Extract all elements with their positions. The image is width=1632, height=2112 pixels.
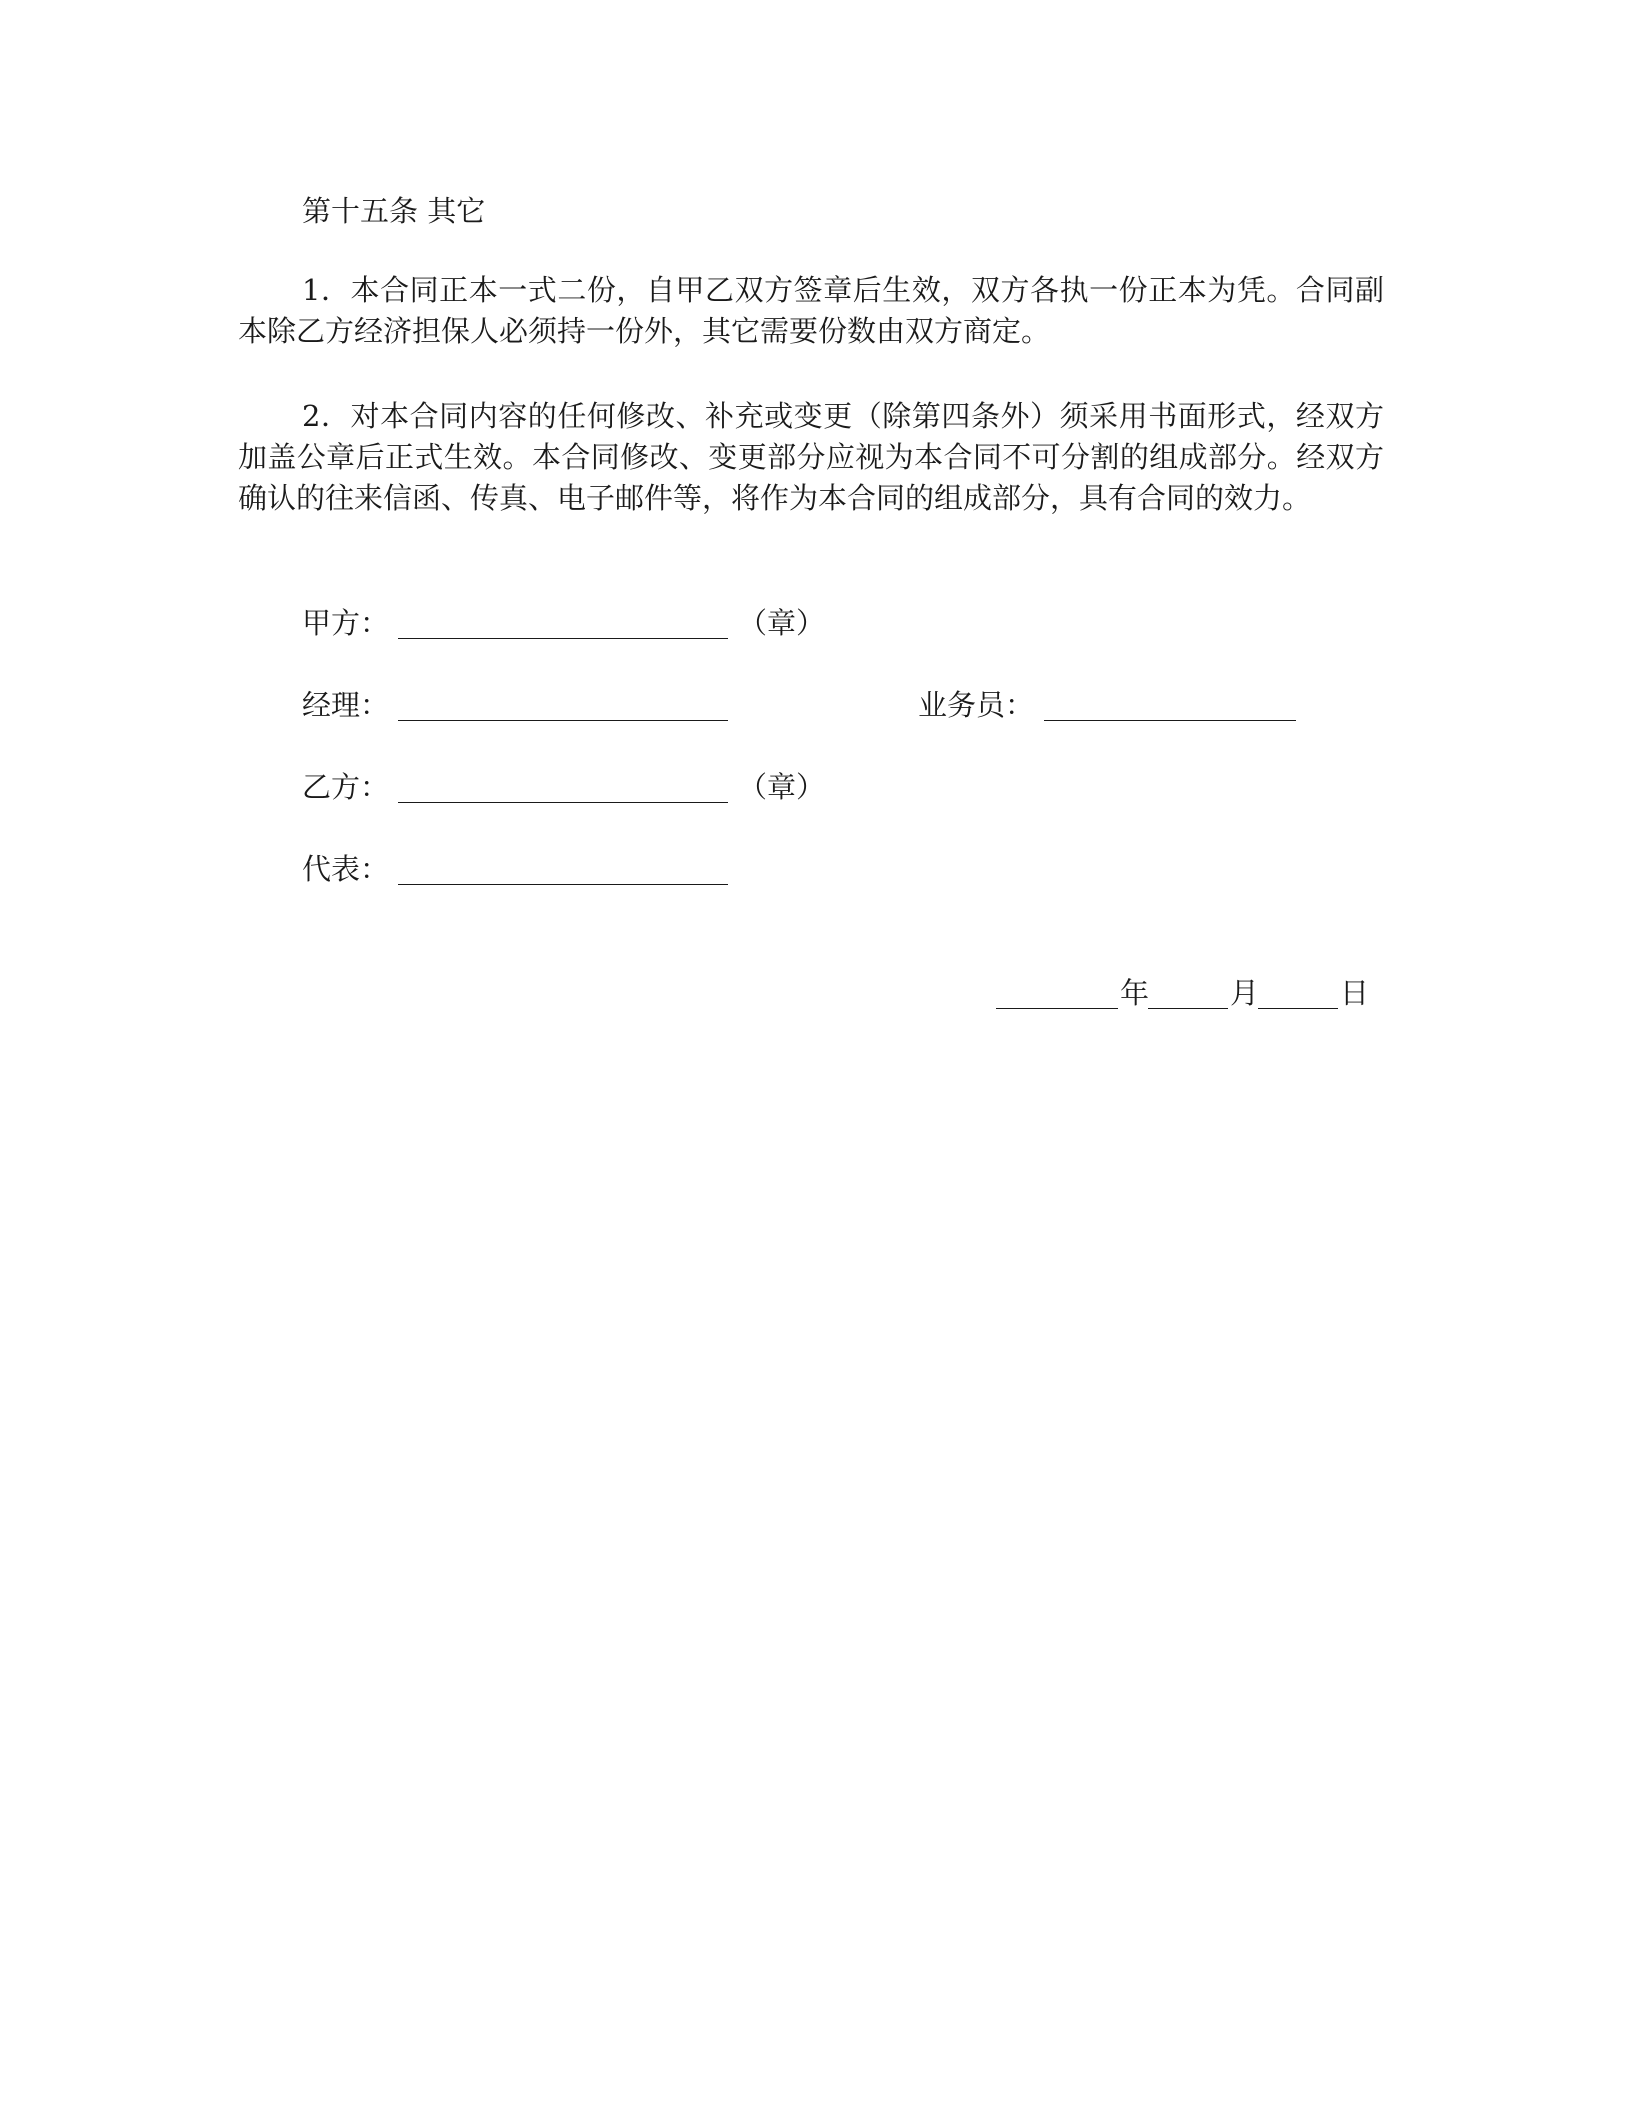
party-b-signature-line [398, 802, 728, 803]
representative-signature-line [398, 884, 728, 885]
salesperson-label: 业务员： [918, 688, 1035, 722]
party-b-label: 乙方： [302, 770, 390, 804]
manager-signature-line [398, 720, 728, 721]
article-heading: 第十五条 其它 [302, 194, 486, 228]
party-a-signature-line [398, 638, 728, 639]
salesperson-signature-line [1044, 720, 1296, 721]
day-label: 日 [1340, 976, 1370, 1010]
day-blank-line [1258, 1008, 1338, 1009]
representative-label: 代表： [302, 852, 390, 886]
clause-1: 1．本合同正本一式二份，自甲乙双方签章后生效，双方各执一份正本为凭。合同副本除乙方经济担保人必须持一份外，其它需要份数由双方商定。 [238, 273, 1384, 348]
clause-2: 2．对本合同内容的任何修改、补充或变更（除第四条外）须采用书面形式，经双方加盖公章后正式生效。本合同修改、变更部分应视为本合同不可分割的组成部分。经双方确认的往来信函、传真、电子邮件等，将作为本合同的组成部分，具有合同的效力。 [238, 399, 1384, 515]
month-blank-line [1148, 1008, 1228, 1009]
party-b-seal-label: （章） [738, 770, 826, 804]
party-a-label: 甲方： [302, 606, 390, 640]
year-label: 年 [1120, 976, 1150, 1010]
year-blank-line [996, 1008, 1118, 1009]
party-a-seal-label: （章） [738, 606, 826, 640]
manager-label: 经理： [302, 688, 390, 722]
month-label: 月 [1230, 976, 1260, 1010]
